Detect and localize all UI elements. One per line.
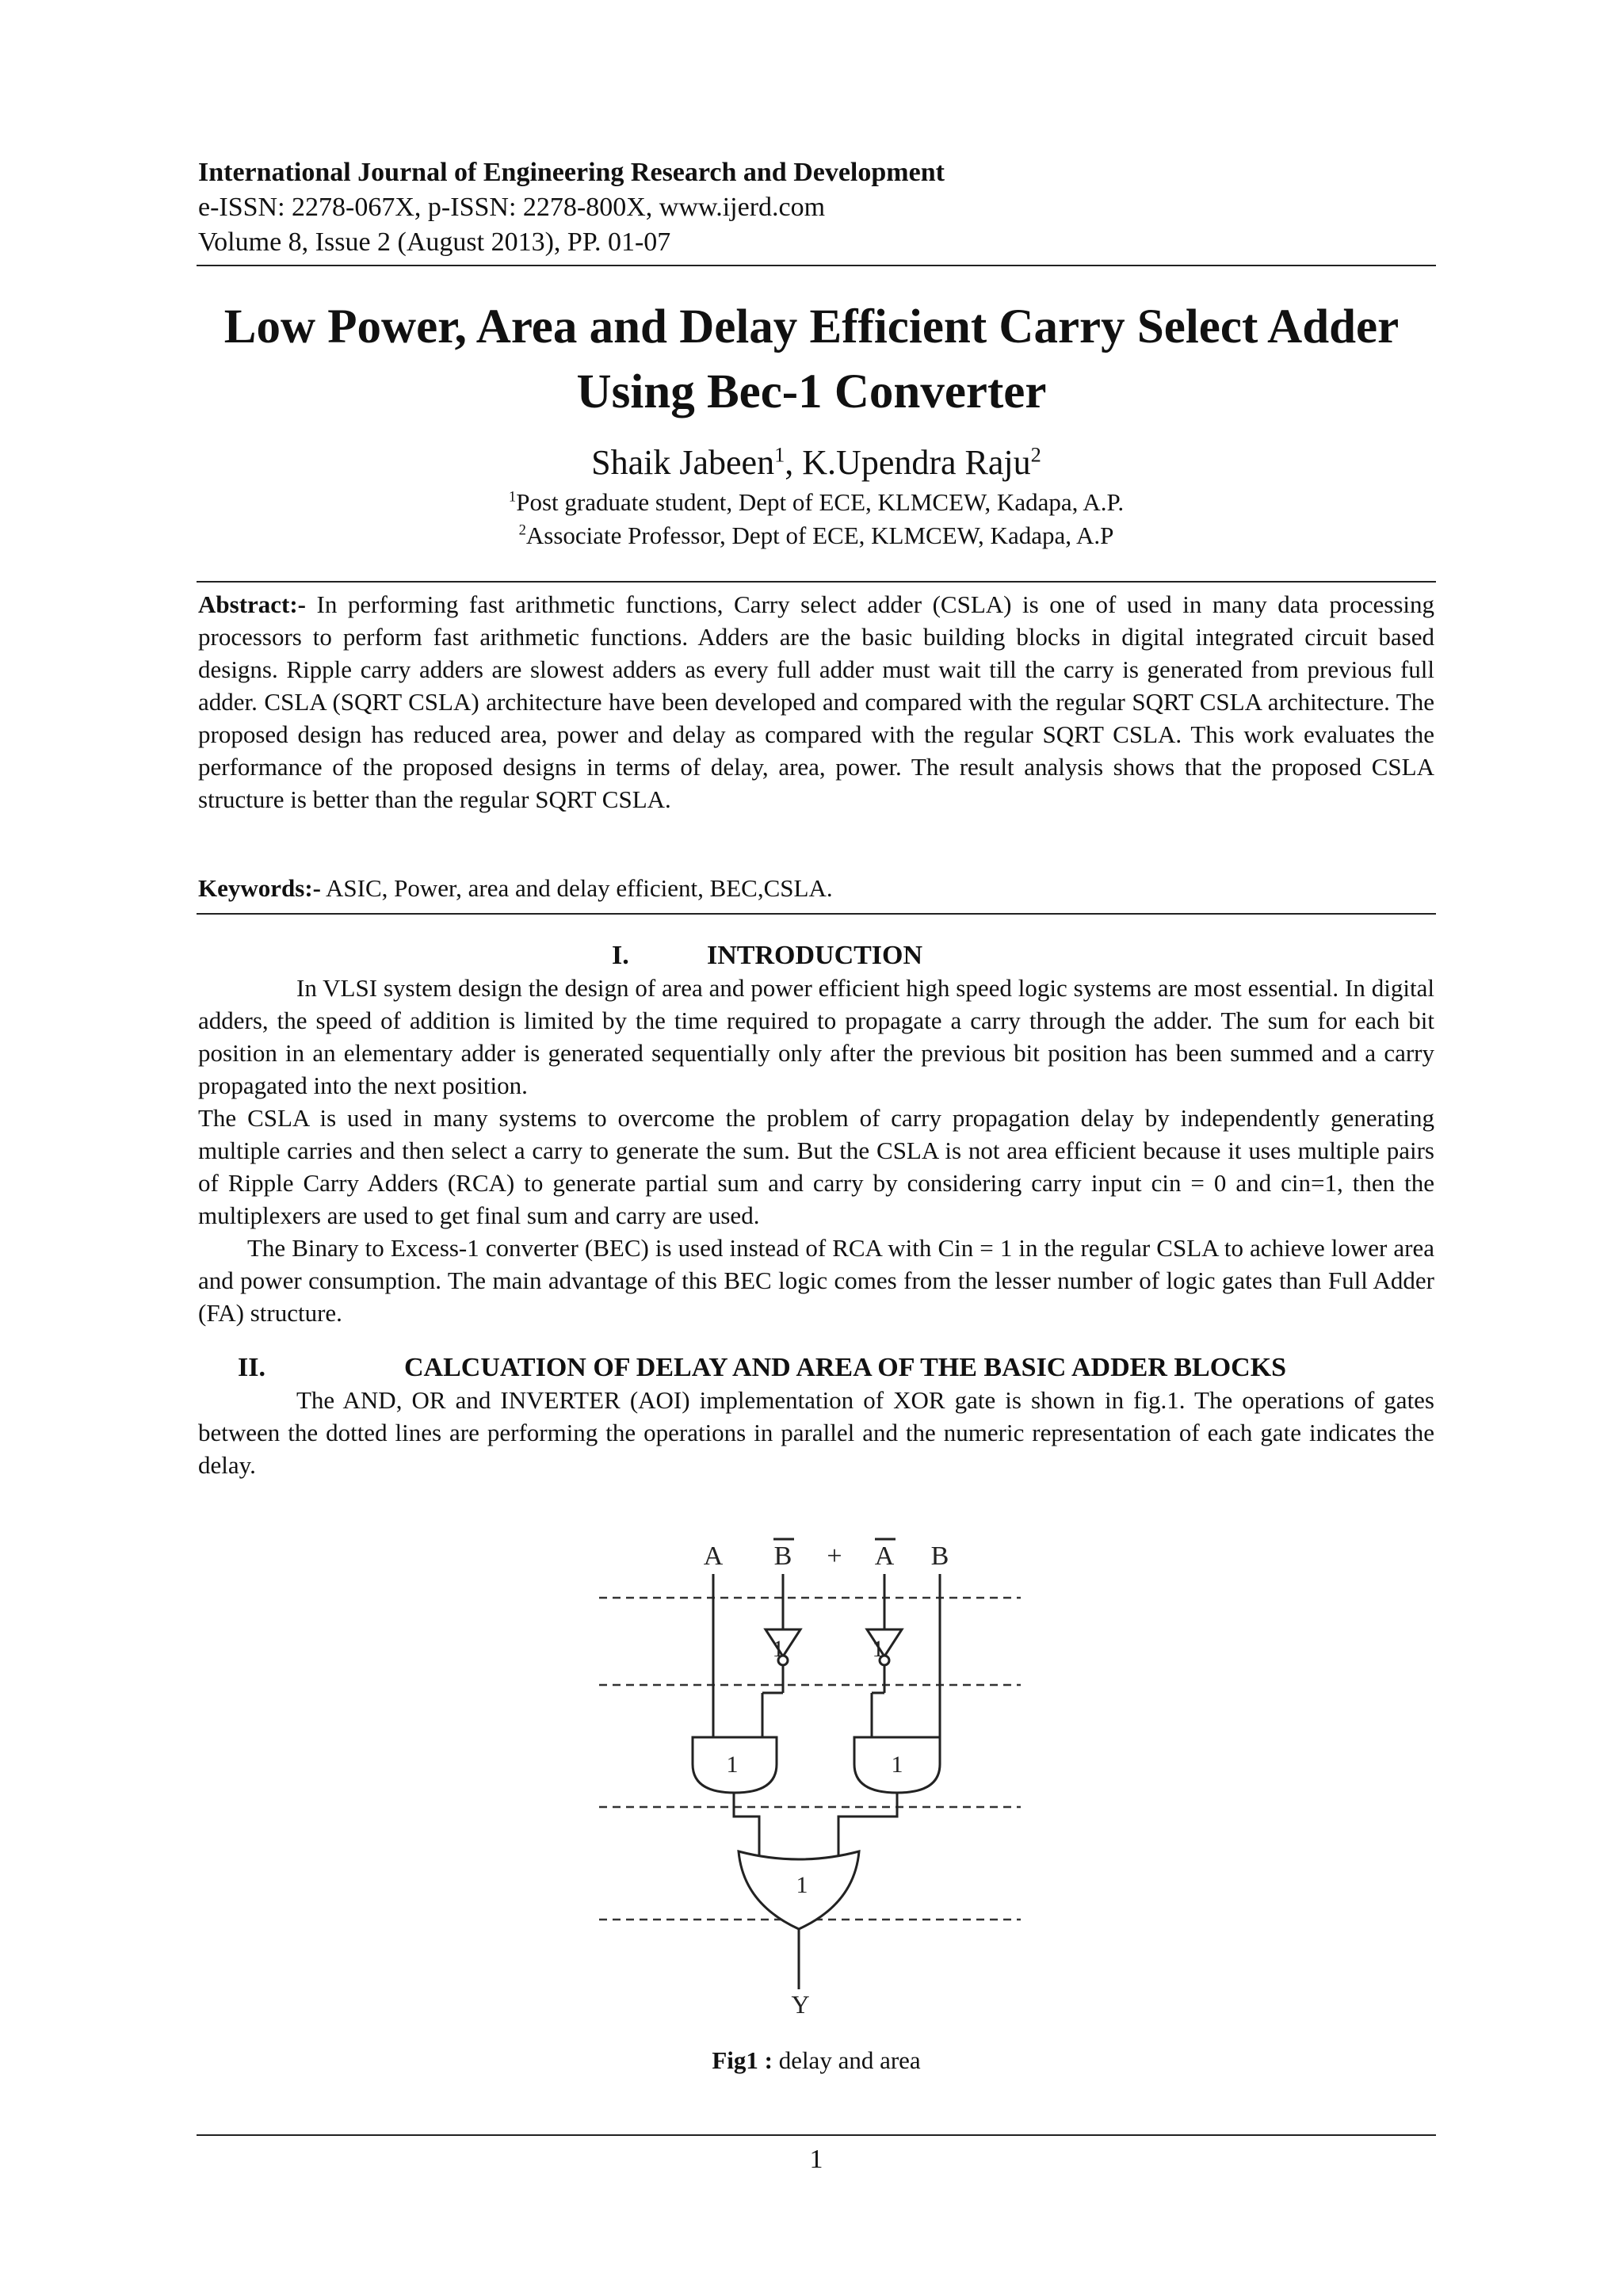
caption-text: delay and area bbox=[772, 2046, 921, 2074]
journal-name: International Journal of Engineering Research and Development bbox=[198, 158, 945, 187]
header-rule bbox=[197, 265, 1436, 266]
section-2-body bbox=[198, 1384, 1434, 1481]
figure-caption bbox=[198, 2045, 1434, 2076]
keywords-rule bbox=[197, 913, 1436, 915]
author-2-mark: 2 bbox=[1030, 442, 1041, 467]
or-gate-delay: 1 bbox=[796, 1872, 808, 1898]
author-separator: , bbox=[785, 443, 803, 482]
footer-rule bbox=[197, 2134, 1436, 2136]
output-label-y: Y bbox=[791, 1990, 810, 2019]
section-1-paragraph-2: The CSLA is used in many systems to overcome the problem of carry propagation delay by independently generating multiple carries and then select a carry to generate the sum. But the CSLA is not area efficient because it uses multiple pairs of Ripple Carry Adders (RCA) to generate partial sum and carry by considering carry input cin = 0 and cin=1, then the multiplexers are used to get final sum and carry are used. bbox=[198, 1104, 1434, 1229]
input-label-b: B bbox=[930, 1541, 949, 1571]
section-2-paragraph-1: The AND, OR and INVERTER (AOI) implementation of XOR gate is shown in fig.1. The operations of gates between the dotted lines are performing the operations in parallel and the numeric representation of each gate indicates the delay. bbox=[198, 1386, 1434, 1479]
section-1-paragraph-3: The Binary to Excess-1 converter (BEC) is used instead of RCA with Cin = 1 in the regular CSLA to achieve lower area and power consumption. The main advantage of this BEC logic comes from the lesser number of logic gates than Full Adder (FA) structure. bbox=[198, 1234, 1434, 1327]
affiliation-2-mark: 2 bbox=[518, 521, 526, 539]
affiliation-2 bbox=[198, 520, 1434, 552]
journal-volume: Volume 8, Issue 2 (August 2013), PP. 01-07 bbox=[198, 227, 671, 257]
abstract-text: In performing fast arithmetic functions, Carry select adder (CSLA) is one of used in many data processing processors to perform fast arithmetic functions. Adders are the basic building blocks in digital integrated circuit based designs. Ripple carry adders are slowest adders as every full adder must wait till the carry is generated from previous full adder. CSLA (SQRT CSLA) architecture have been developed and compared with the regular SQRT CSLA architecture. The proposed design has reduced area, power and delay as compared with the regular SQRT CSLA. This work evaluates the performance of the proposed designs in terms of delay, area, power. The result analysis shows that the proposed CSLA structure is better than the regular SQRT CSLA. bbox=[198, 590, 1434, 813]
section-2-number: II. bbox=[238, 1353, 265, 1382]
author-list bbox=[198, 441, 1434, 485]
paper-title bbox=[158, 295, 1465, 425]
author-1-mark: 1 bbox=[774, 442, 785, 467]
section-1-body bbox=[198, 972, 1434, 1329]
inverter-b-delay: 1 bbox=[772, 1636, 785, 1662]
author-2: K.Upendra Raju bbox=[802, 443, 1031, 482]
abstract-label: Abstract:- bbox=[198, 590, 307, 618]
caption-label: Fig1 : bbox=[712, 2046, 773, 2074]
title-line-1: Low Power, Area and Delay Efficient Carry Select Adder bbox=[223, 300, 1400, 353]
title-line-2: Using Bec-1 Converter bbox=[576, 365, 1047, 418]
xor-aoi-diagram bbox=[586, 1530, 1030, 2021]
keywords bbox=[198, 872, 1434, 904]
section-1-paragraph-1: In VLSI system design the design of area and power efficient high speed logic systems are most essential. In digital adders, the speed of addition is limited by the time required to propagate a carry through the adder. The sum for each bit position in an elementary adder is generated sequentially only after the previous bit position has been summed and a carry propagated into the next position. bbox=[198, 974, 1434, 1099]
keywords-text: ASIC, Power, area and delay efficient, BEC,CSLA. bbox=[320, 874, 833, 902]
or-symbol: + bbox=[827, 1541, 842, 1571]
input-label-a: A bbox=[703, 1541, 724, 1571]
affiliation-2-text: Associate Professor, Dept of ECE, KLMCEW, Kadapa, A.P bbox=[525, 521, 1114, 549]
and-gate-1-delay: 1 bbox=[726, 1752, 739, 1778]
section-2-title: CALCUATION OF DELAY AND AREA OF THE BASIC ADDER BLOCKS bbox=[404, 1353, 1287, 1382]
section-1-number: I. bbox=[612, 941, 629, 970]
affiliation-1-text: Post graduate student, Dept of ECE, KLMCEW, Kadapa, A.P. bbox=[516, 488, 1125, 516]
affiliation-1 bbox=[198, 487, 1434, 518]
section-1-title: INTRODUCTION bbox=[707, 941, 923, 970]
journal-issn: e-ISSN: 2278-067X, p-ISSN: 2278-800X, www.ijerd.com bbox=[198, 193, 826, 222]
and-gate-2-delay: 1 bbox=[891, 1752, 903, 1778]
abstract-top-rule bbox=[197, 581, 1436, 583]
page-number: 1 bbox=[809, 2145, 823, 2174]
inverter-a-delay: 1 bbox=[872, 1636, 884, 1662]
input-label-a-bar: A bbox=[874, 1541, 895, 1571]
keywords-label: Keywords:- bbox=[198, 874, 321, 902]
affiliation-1-mark: 1 bbox=[508, 488, 517, 506]
abstract bbox=[198, 588, 1434, 816]
input-label-b-bar: B bbox=[773, 1541, 792, 1571]
author-1: Shaik Jabeen bbox=[591, 443, 775, 482]
